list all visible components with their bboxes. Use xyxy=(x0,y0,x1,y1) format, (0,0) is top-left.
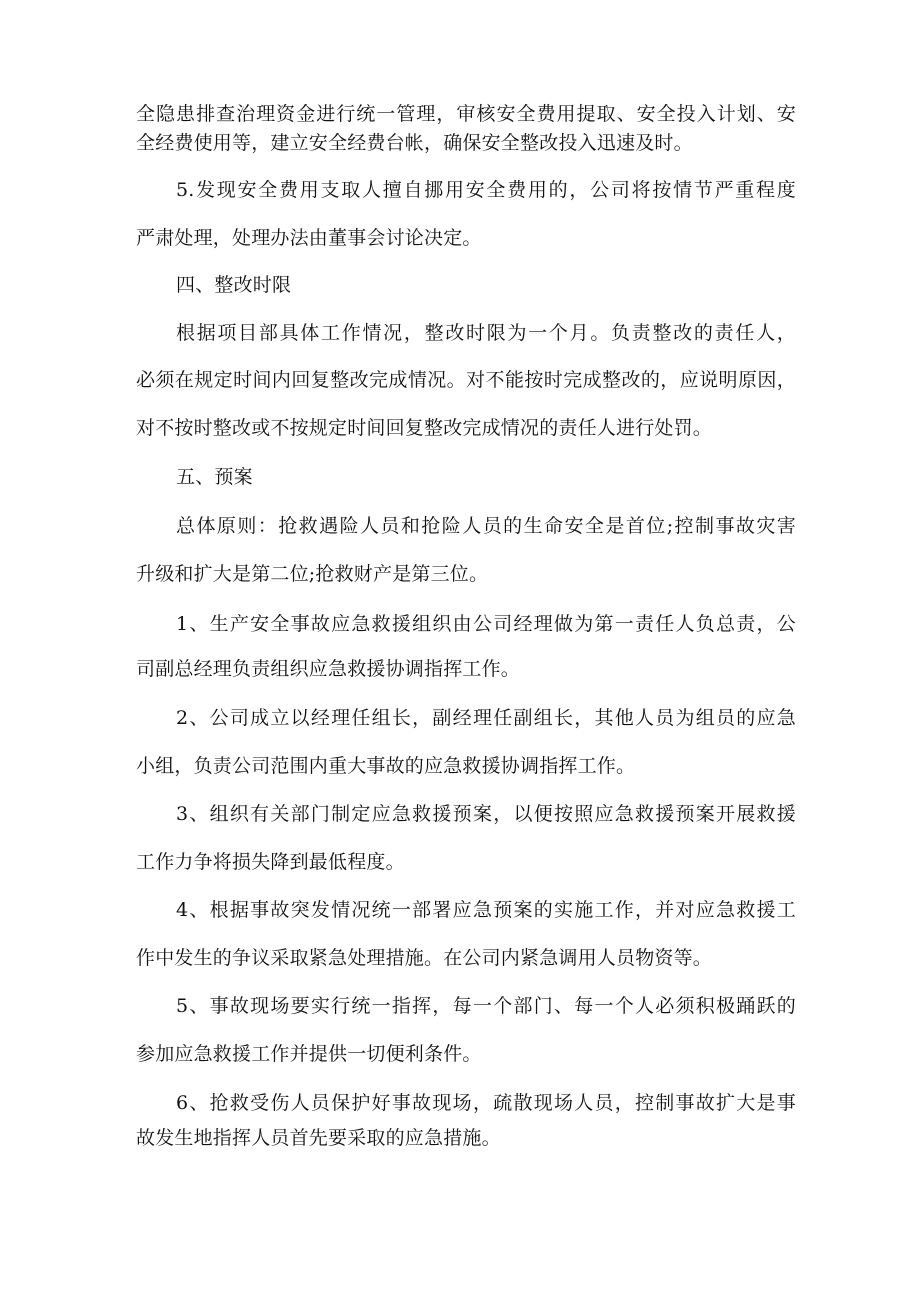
text-line: 严肃处理，处理办法由董事会讨论决定。 xyxy=(136,227,482,249)
text-line: 必须在规定时间内回复整改完成情况。对不能按时完成整改的，应说明原因， xyxy=(136,369,796,391)
text-line: 4、根据事故突发情况统一部署应急预案的实施工作，并对应急救援工 xyxy=(176,899,796,921)
text-line: 升级和扩大是第二位;抢救财产是第三位。 xyxy=(136,563,489,585)
text-line: 6、抢救受伤人员保护好事故现场，疏散现场人员，控制事故扩大是事 xyxy=(176,1092,796,1114)
text-line: 司副总经理负责组织应急救援协调指挥工作。 xyxy=(136,658,521,680)
text-line: 全隐患排查治理资金进行统一管理，审核安全费用提取、安全投入计划、安 xyxy=(136,103,796,125)
text-line: 小组，负责公司范围内重大事故的应急救援协调指挥工作。 xyxy=(136,755,636,777)
text-line: 故发生地指挥人员首先要采取的应急措施。 xyxy=(136,1127,501,1149)
text-line: 参加应急救援工作并提供一切便利条件。 xyxy=(136,1043,482,1065)
section-heading: 五、预案 xyxy=(176,466,253,488)
text-line: 5、事故现场要实行统一指挥，每一个部门、每一个人必须积极踊跃的 xyxy=(176,995,796,1017)
text-line: 5.发现安全费用支取人擅自挪用安全费用的，公司将按情节严重程度 xyxy=(176,179,796,201)
section-heading: 四、整改时限 xyxy=(176,274,292,296)
text-line: 工作力争将损失降到最低程度。 xyxy=(136,851,405,873)
text-line: 1、生产安全事故应急救援组织由公司经理做为第一责任人负总责，公 xyxy=(176,613,796,635)
text-line: 作中发生的争议采取紧急处理措施。在公司内紧急调用人员物资等。 xyxy=(136,947,713,969)
text-line: 对不按时整改或不按规定时间回复整改完成情况的责任人进行处罚。 xyxy=(136,417,713,439)
text-line: 全经费使用等，建立安全经费台帐，确保安全整改投入迅速及时。 xyxy=(136,132,693,154)
text-line: 根据项目部具体工作情况，整改时限为一个月。负责整改的责任人， xyxy=(176,322,796,344)
text-line: 总体原则：抢救遇险人员和抢险人员的生命安全是首位;控制事故灾害 xyxy=(176,515,796,537)
text-line: 3、组织有关部门制定应急救援预案，以便按照应急救援预案开展救援 xyxy=(176,803,796,825)
text-line: 2、公司成立以经理任组长，副经理任副组长，其他人员为组员的应急 xyxy=(176,707,796,729)
